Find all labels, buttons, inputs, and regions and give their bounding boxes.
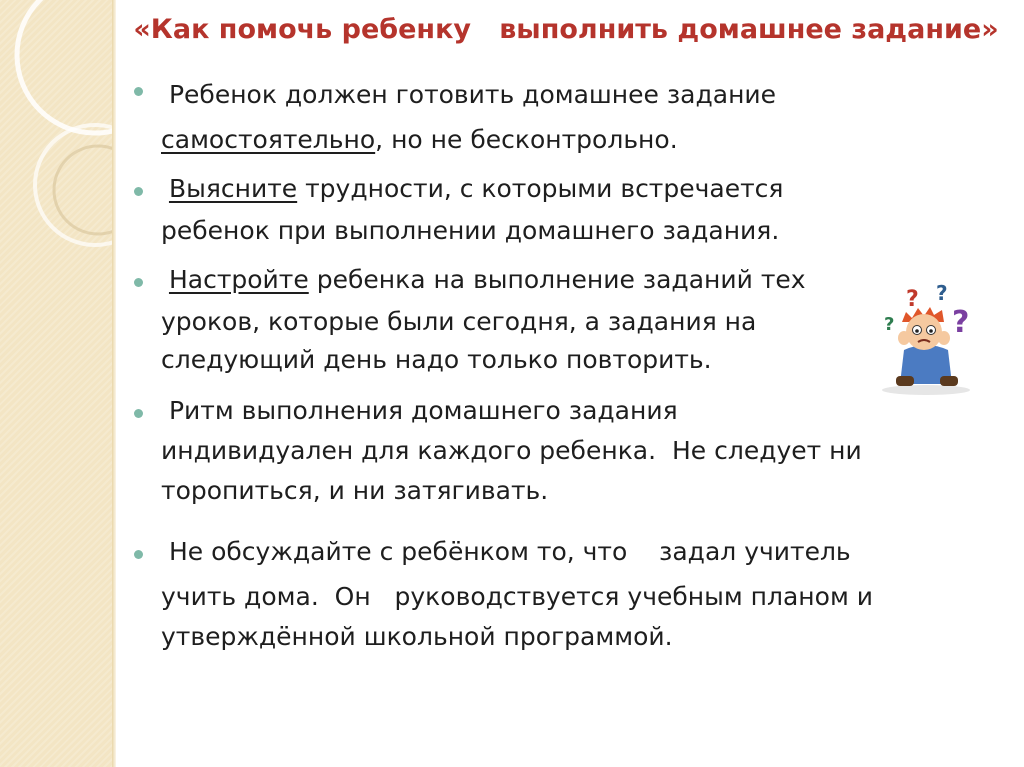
bullet-line — [161, 345, 712, 375]
question-mark-icon: ? — [952, 305, 970, 340]
bullet-dot-icon — [134, 409, 143, 418]
bullet-line — [161, 265, 806, 295]
underlined-text: Настройте — [168, 265, 309, 294]
bullet-dot-icon — [134, 187, 143, 196]
bullet-dot-icon — [134, 278, 143, 287]
line-text: учить дома. Он руководствуется учебным планом и — [161, 582, 873, 611]
line-text — [161, 174, 169, 203]
bullet-line — [161, 622, 673, 652]
line-text: трудности, с которыми встречается — [297, 174, 784, 203]
bullet-line — [161, 396, 678, 426]
line-text: уроков, которые были сегодня, а задания на — [161, 307, 757, 336]
bullet-dot-icon — [134, 87, 143, 96]
line-text: индивидуален для каждого ребенка. Не следует ни — [161, 436, 862, 465]
line-text — [161, 265, 169, 294]
line-text: Ребенок должен готовить домашнее задание — [161, 80, 777, 109]
bullet-line — [161, 216, 779, 246]
bullet-line — [161, 582, 873, 612]
bullet-line — [161, 537, 851, 567]
underlined-text: самостоятельно — [161, 125, 376, 154]
side-strip-edge — [112, 0, 116, 767]
bullet-line — [161, 307, 756, 337]
decorative-circles-icon — [0, 0, 112, 767]
line-text: торопиться, и ни затягивать. — [161, 476, 549, 505]
bullet-line — [161, 476, 548, 506]
side-decoration-strip — [0, 0, 112, 767]
line-text: Не обсуждайте с ребёнком то, что задал учитель — [161, 537, 851, 566]
question-mark-icon: ? — [936, 282, 948, 305]
line-text: Ритм выполнения домашнего задания — [161, 396, 678, 425]
bullet-line — [161, 125, 678, 155]
bullet-line — [161, 174, 783, 204]
line-text: ребенка на выполнение заданий тех — [308, 265, 806, 294]
underlined-text: Выясните — [168, 174, 298, 203]
bullet-line — [161, 80, 776, 110]
confused-child-with-question-marks-icon — [876, 282, 986, 396]
line-text: ребенок при выполнении домашнего задания. — [161, 216, 780, 245]
question-mark-icon: ? — [884, 314, 895, 335]
slide-title: «Как помочь ребенку выполнить домашнее задание» — [133, 14, 999, 45]
question-mark-icon: ? — [906, 287, 919, 312]
bullet-dot-icon — [134, 550, 143, 559]
line-text: , но не бесконтрольно. — [375, 125, 678, 154]
line-text: утверждённой школьной программой. — [161, 622, 673, 651]
line-text: следующий день надо только повторить. — [161, 345, 712, 374]
bullet-line — [161, 436, 862, 466]
